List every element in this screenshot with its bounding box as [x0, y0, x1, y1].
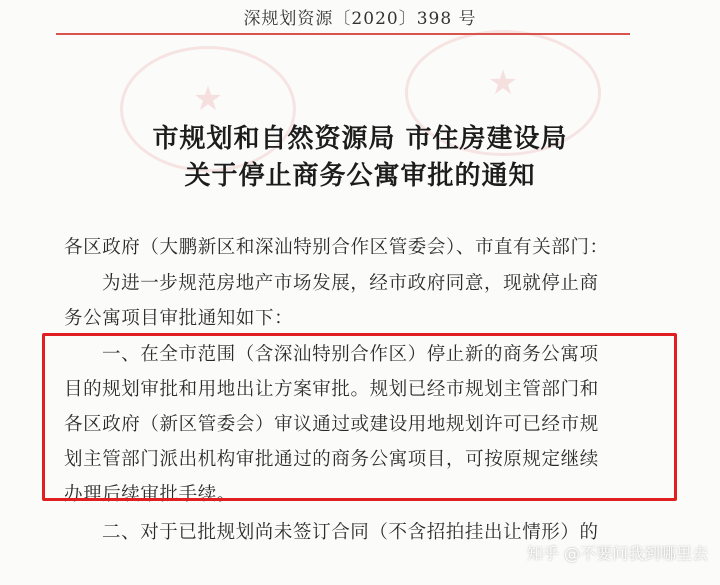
clause-one-line: 一、在全市范围（含深汕特别合作区）停止新的商务公寓项 [102, 344, 599, 365]
clause-one-line: 划主管部门派出机构审批通过的商务公寓项目，可按原规定继续 [64, 449, 599, 470]
clause-one-line: 各区政府（新区管委会）审议通过或建设用地规划许可已经市规 [64, 414, 599, 435]
addressee-line: 各区政府（大鹏新区和深汕特别合作区管委会）、市直有关部门： [64, 237, 609, 258]
red-highlight-box [42, 333, 677, 501]
document-number: 深规划资源〔2020〕398 号 [243, 9, 477, 29]
red-divider-line [56, 33, 630, 35]
seal-star-icon: ★ [487, 63, 519, 104]
document-title-line-1: 市规划和自然资源局 市住房建设局 [152, 124, 568, 154]
clause-one-line: 目的规划审批和用地出让方案审批。规划已经市规划主管部门和 [64, 379, 599, 400]
body-paragraph-line: 为进一步规范房地产市场发展，经市政府同意，现就停止商 [102, 273, 599, 294]
zhihu-watermark: 知乎 @不要问我到哪里去 [526, 544, 708, 563]
clause-two-line: 二、对于已批规划尚未签订合同（不含招拍挂出让情形）的 [102, 522, 599, 543]
body-paragraph-line: 务公寓项目审批通知如下： [64, 308, 294, 329]
clause-one-line: 办理后续审批手续。 [64, 484, 236, 505]
document-title-line-2: 关于停止商务公寓审批的通知 [184, 161, 536, 191]
seal-star-icon: ★ [192, 79, 224, 120]
